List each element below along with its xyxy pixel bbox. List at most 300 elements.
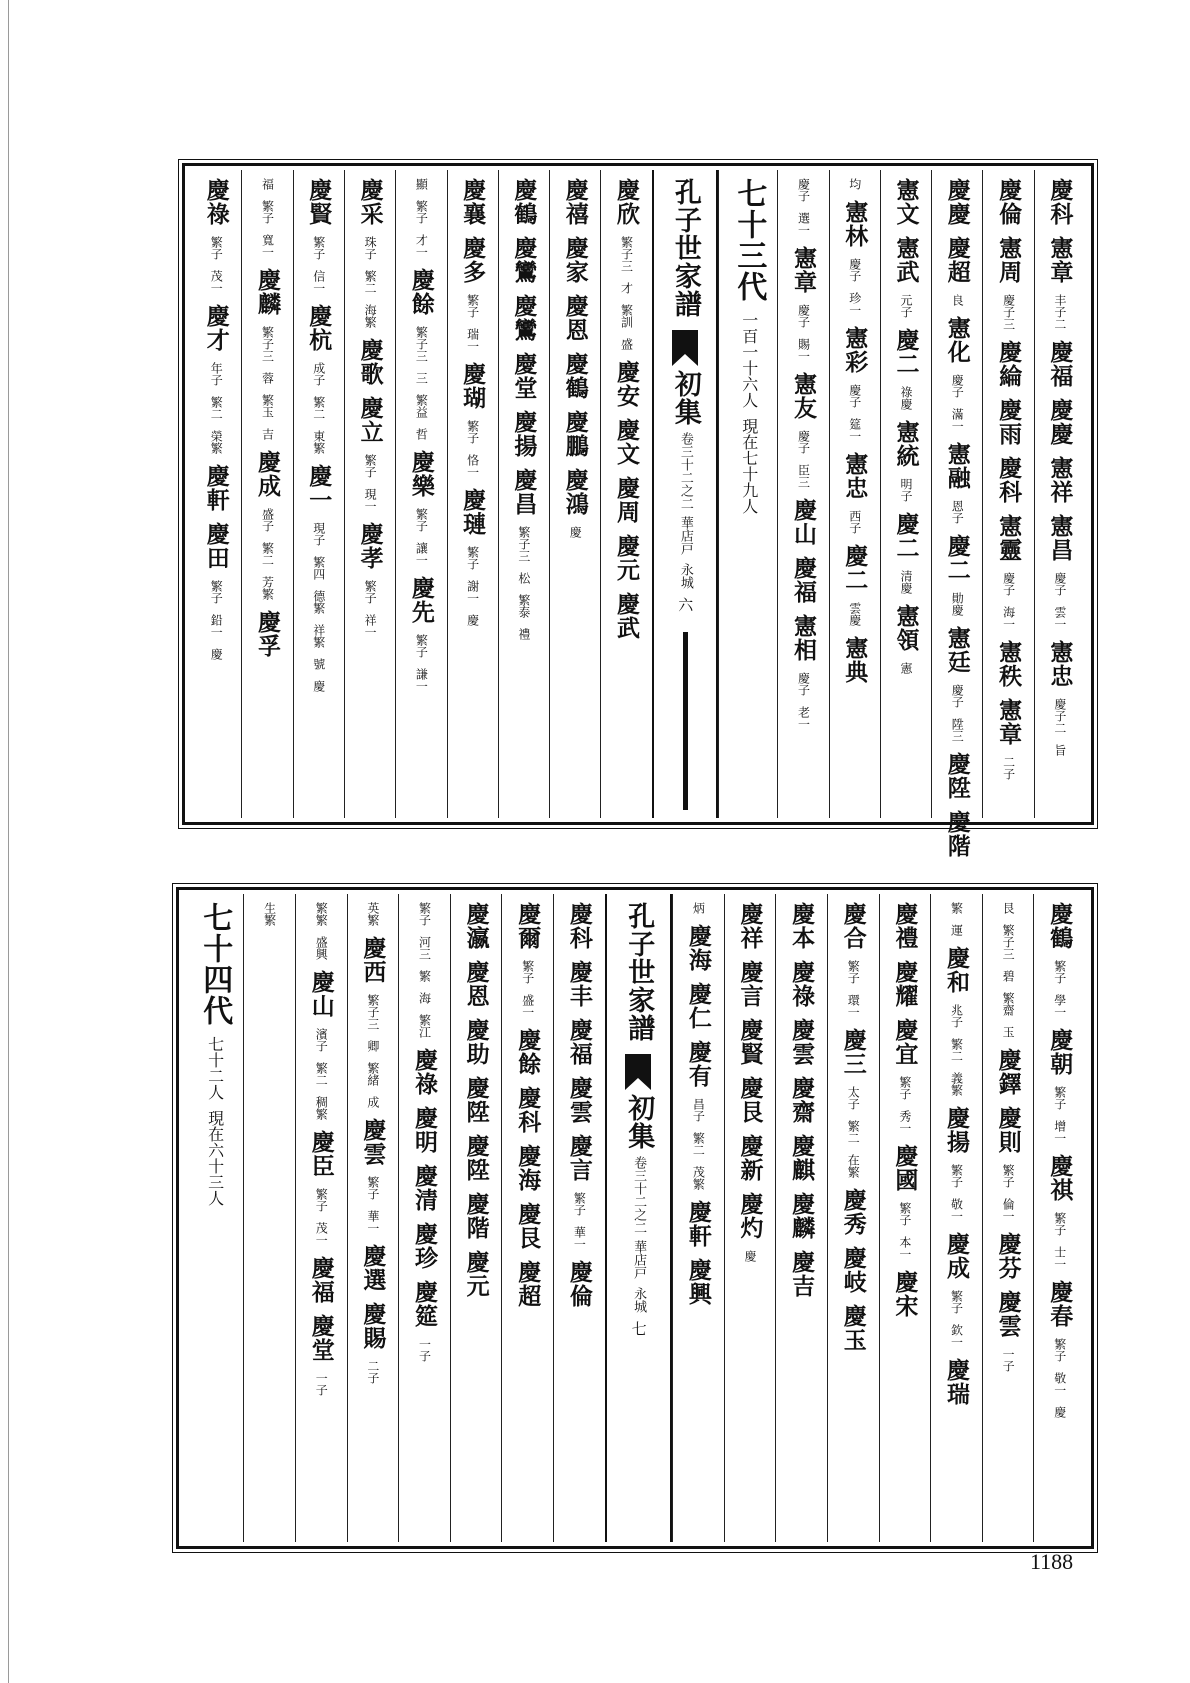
lineage-note: 繁二 (311, 396, 326, 420)
lineage-note: 繁子 (365, 1176, 380, 1200)
lineage-note: 義繁 (949, 1072, 964, 1096)
lineage-note: 繁子 (1001, 1164, 1016, 1188)
lineage-note: 慶 (465, 614, 480, 626)
genealogy-panel-bottom (176, 887, 1094, 1549)
name-column (930, 894, 982, 1542)
person-name: 慶元 (462, 1250, 490, 1298)
lineage-note: 慶 (311, 680, 326, 692)
book-header-column (605, 894, 672, 1542)
lineage-note: 秀一 (897, 1110, 912, 1134)
person-name: 慶鸞 (510, 236, 538, 284)
lineage-note: 繁子 (209, 236, 224, 260)
lineage-note: 珠子 (363, 236, 378, 260)
name-column (450, 894, 502, 1542)
person-name: 慶臣 (307, 1130, 335, 1178)
lineage-note: 繁子三 (365, 994, 380, 1030)
person-name: 憲武 (892, 236, 920, 284)
person-name: 憲融 (943, 442, 971, 490)
person-name: 慶田 (202, 522, 230, 570)
book-header-column (652, 170, 719, 818)
lineage-note: 繁子 (1052, 1212, 1067, 1236)
person-name: 慶鴻 (561, 468, 589, 516)
book-edition: 初集 (623, 1094, 655, 1150)
lineage-note: 敬一 (1052, 1372, 1067, 1396)
person-name: 慶軒 (202, 464, 230, 512)
name-column (775, 894, 827, 1542)
person-name: 慶本 (788, 902, 816, 950)
person-name: 慶瀛 (462, 902, 490, 950)
person-name: 慶襄 (459, 178, 487, 226)
person-name: 慶樂 (407, 450, 435, 498)
lineage-note: 繁子 (414, 634, 429, 658)
person-name: 慶麟 (788, 1192, 816, 1240)
lineage-note: 濱子 (314, 1028, 329, 1052)
lineage-note: 增一 (1052, 1120, 1067, 1144)
person-name: 慶科 (1046, 178, 1074, 226)
person-name: 慶雲 (565, 1076, 593, 1124)
person-name: 慶周 (612, 476, 640, 524)
lineage-note: 盛興 (314, 936, 329, 960)
lineage-note: 松 (516, 572, 531, 584)
lineage-note: 一子 (314, 1372, 329, 1396)
person-name: 慶祥 (736, 902, 764, 950)
person-name: 慶祿 (788, 960, 816, 1008)
name-column (1034, 170, 1085, 818)
lineage-note: 老一 (796, 706, 811, 730)
lineage-note: 敬一 (949, 1198, 964, 1222)
person-name: 慶雨 (995, 398, 1023, 446)
lineage-note: 稠繁 (314, 1096, 329, 1120)
person-name: 慶吉 (788, 1250, 816, 1298)
name-column (191, 170, 241, 818)
lineage-note: 繁子 (465, 294, 480, 318)
publisher-label: 華店戸 (677, 516, 693, 555)
lineage-note: 恩子 (950, 500, 965, 524)
lineage-note: 海 (417, 992, 432, 1004)
lineage-note: 繁子 (417, 902, 432, 926)
page-number: 1188 (1030, 1549, 1074, 1574)
person-name: 慶合 (839, 902, 867, 950)
lineage-note: 賜一 (796, 338, 811, 362)
lineage-note: 謝一 (465, 580, 480, 604)
name-column (398, 894, 450, 1542)
lineage-note: 慶子 (1001, 572, 1016, 596)
lineage-note: 號 (311, 658, 326, 670)
person-name: 慶興 (684, 1258, 712, 1306)
lineage-note: 成子 (311, 362, 326, 386)
lineage-note: 繁子三 (516, 526, 531, 562)
person-name: 慶倫 (565, 1260, 593, 1308)
person-name: 憲章 (995, 698, 1023, 746)
lineage-note: 運 (949, 924, 964, 936)
name-column (553, 894, 605, 1542)
lineage-note: 勛慶 (950, 592, 965, 616)
lineage-note: 三 (414, 372, 429, 384)
person-name: 憲友 (789, 372, 817, 420)
person-name: 慶科 (514, 1086, 542, 1134)
lineage-note: 繁玉 (260, 394, 275, 418)
lineage-note: 海繁 (363, 304, 378, 328)
lineage-note: 盛一 (520, 994, 535, 1018)
person-name: 慶恩 (462, 960, 490, 1008)
lineage-note: 慶 (742, 1250, 757, 1262)
lineage-note: 二子 (1001, 756, 1016, 780)
lineage-note: 艮 (1001, 902, 1016, 914)
name-column (243, 894, 295, 1542)
person-name: 慶立 (356, 396, 384, 444)
header-vertical-rule (683, 632, 688, 810)
name-column (344, 170, 395, 818)
generation-count: 一百一十六人 (739, 312, 759, 408)
lineage-note: 珍一 (847, 292, 862, 316)
person-name: 憲化 (943, 316, 971, 364)
lineage-note: 繁子 (465, 546, 480, 570)
book-title: 孔子世家譜 (623, 902, 655, 1042)
lineage-note: 繁 (417, 970, 432, 982)
person-name: 慶和 (942, 946, 970, 994)
person-name: 慶福 (1046, 340, 1074, 388)
person-name: 慶鶴 (1046, 902, 1074, 950)
person-name: 慶仁 (684, 982, 712, 1030)
book-edition: 初集 (669, 370, 701, 426)
lineage-note: 繁子 (520, 960, 535, 984)
lineage-note: 繁子 (314, 1188, 329, 1212)
lineage-note: 福 (260, 178, 275, 190)
person-name: 慶堂 (307, 1314, 335, 1362)
name-column (501, 894, 553, 1542)
lineage-note: 華一 (365, 1210, 380, 1234)
lineage-note: 繁子 (1052, 960, 1067, 984)
person-name: 憲秩 (995, 640, 1023, 688)
person-name: 慶科 (995, 456, 1023, 504)
lineage-note: 憲 (899, 662, 914, 674)
person-name: 慶二 (892, 512, 920, 560)
person-name: 慶鶴 (510, 178, 538, 226)
person-name: 慶筵 (411, 1280, 439, 1328)
person-name: 慶海 (514, 1144, 542, 1192)
person-name: 慶階 (943, 810, 971, 858)
person-name: 慶倫 (995, 178, 1023, 226)
person-name: 慶朝 (1046, 1028, 1074, 1076)
name-column (395, 170, 446, 818)
generation-present: 現在六十三人 (205, 1110, 225, 1206)
lineage-note: 寬一 (260, 234, 275, 258)
lineage-note: 慶子三 (1001, 294, 1016, 330)
lineage-note: 慶子 (950, 374, 965, 398)
person-name: 慶賜 (359, 1302, 387, 1350)
person-name: 慶西 (359, 936, 387, 984)
lineage-note: 生繁 (262, 902, 277, 926)
person-name: 慶三 (839, 1028, 867, 1076)
person-name: 慶艮 (736, 1076, 764, 1124)
person-name: 慶福 (789, 556, 817, 604)
person-name: 慶堂 (510, 352, 538, 400)
lineage-note: 海一 (1001, 606, 1016, 630)
person-name: 慶宜 (891, 1018, 919, 1066)
person-name: 慶陞 (462, 1076, 490, 1124)
generation-heading-column (718, 170, 777, 818)
person-name: 慶丰 (565, 960, 593, 1008)
person-name: 慶春 (1046, 1280, 1074, 1328)
lineage-note: 繁子 (414, 508, 429, 532)
person-name: 慶采 (356, 178, 384, 226)
lineage-note: 繁益 (414, 394, 429, 418)
lineage-note: 繁二 (260, 542, 275, 566)
lineage-note: 繁子 (1052, 1086, 1067, 1110)
lineage-note: 雲一 (1052, 606, 1067, 630)
person-name: 慶文 (612, 418, 640, 466)
person-name: 慶玉 (839, 1304, 867, 1352)
lineage-note: 繁子 (572, 1192, 587, 1216)
person-name: 慶珍 (411, 1222, 439, 1270)
lineage-note: 禮 (516, 628, 531, 640)
leaf-number: 六 (676, 597, 695, 612)
lineage-note: 繁子三 (1001, 924, 1016, 960)
genealogy-panel-top (182, 163, 1094, 858)
person-name: 慶欣 (612, 178, 640, 226)
lineage-note: 昌子 (691, 1098, 706, 1122)
person-name: 慶選 (359, 1244, 387, 1292)
person-name: 慶安 (612, 360, 640, 408)
lineage-note: 才 (619, 282, 634, 294)
leaf-number: 七 (629, 1321, 648, 1336)
lineage-note: 繁子三 (619, 236, 634, 272)
lineage-note: 芳繁 (260, 576, 275, 600)
name-column (879, 894, 931, 1542)
lineage-note: 繁二 (949, 1038, 964, 1062)
lineage-note: 明子 (899, 478, 914, 502)
lineage-note: 慶 (568, 526, 583, 538)
lineage-note: 卿 (365, 1040, 380, 1052)
lineage-note: 西子 (847, 510, 862, 534)
person-name: 慶秀 (839, 1188, 867, 1236)
person-name: 慶艮 (514, 1202, 542, 1250)
person-name: 慶祿 (202, 178, 230, 226)
volume-label: 卷三十二之二 (677, 432, 693, 510)
person-name: 慶餘 (407, 268, 435, 316)
lineage-note: 現一 (363, 488, 378, 512)
lineage-note: 環一 (846, 994, 861, 1018)
person-name: 慶福 (307, 1256, 335, 1304)
person-name: 憲廷 (943, 626, 971, 674)
person-name: 慶鶴 (561, 352, 589, 400)
location-label: 永城 (631, 1287, 647, 1313)
lineage-note: 現子 (311, 522, 326, 546)
lineage-note: 繁子三 (414, 326, 429, 362)
person-name: 慶則 (994, 1106, 1022, 1154)
lineage-note: 元子 (899, 294, 914, 318)
lineage-note: 吉 (260, 428, 275, 440)
lineage-note: 東繁 (311, 430, 326, 454)
name-column (829, 170, 880, 818)
person-name: 慶階 (462, 1192, 490, 1240)
person-name: 慶爾 (514, 902, 542, 950)
lineage-note: 茂一 (209, 270, 224, 294)
lineage-note: 繁齋 (1001, 992, 1016, 1016)
lineage-note: 欽一 (949, 1324, 964, 1348)
person-name: 慶一 (305, 464, 333, 512)
lineage-note: 在繁 (846, 1154, 861, 1178)
lineage-note: 繁子 (363, 454, 378, 478)
lineage-note: 一子 (1001, 1348, 1016, 1372)
lineage-note: 華一 (572, 1226, 587, 1250)
person-name: 慶灼 (736, 1192, 764, 1240)
lineage-note: 繁子 (311, 236, 326, 260)
lineage-note: 慶子 (847, 258, 862, 282)
name-column (880, 170, 931, 818)
person-name: 慶揚 (942, 1106, 970, 1154)
person-name: 憲忠 (841, 452, 869, 500)
lineage-note: 顯 (414, 178, 429, 190)
lineage-note: 繁四 (311, 556, 326, 580)
person-name: 慶祿 (411, 1048, 439, 1096)
fish-tail-block-icon (625, 1054, 651, 1090)
lineage-note: 均 (847, 178, 862, 190)
name-column (447, 170, 498, 818)
person-name: 慶武 (612, 592, 640, 640)
person-name: 憲昌 (1046, 514, 1074, 562)
lineage-note: 繁二 (209, 396, 224, 420)
lineage-note: 丰子二 (1052, 294, 1067, 330)
lineage-note: 慶子 (796, 304, 811, 328)
lineage-note: 榮繁 (209, 430, 224, 454)
person-name: 慶科 (565, 902, 593, 950)
lineage-note: 炳 (691, 902, 706, 914)
person-name: 憲文 (892, 178, 920, 226)
person-name: 慶陞 (943, 752, 971, 800)
name-column (777, 170, 828, 818)
lineage-note: 士一 (1052, 1246, 1067, 1270)
name-column (982, 894, 1034, 1542)
lineage-note: 盛子 (260, 508, 275, 532)
person-name: 憲章 (789, 246, 817, 294)
person-name: 慶新 (736, 1134, 764, 1182)
person-name: 慶岐 (839, 1246, 867, 1294)
name-column (931, 170, 982, 858)
lineage-note: 繁緒 (365, 1062, 380, 1086)
person-name: 慶二 (841, 544, 869, 592)
person-name: 慶言 (736, 960, 764, 1008)
person-name: 慶才 (202, 304, 230, 352)
lineage-note: 繁子 (465, 420, 480, 444)
person-name: 憲領 (892, 604, 920, 652)
person-name: 憲祥 (1046, 456, 1074, 504)
lineage-note: 祥繁 (311, 624, 326, 648)
person-name: 慶歌 (356, 338, 384, 386)
person-name: 慶二 (943, 534, 971, 582)
lineage-note: 成 (365, 1096, 380, 1108)
person-name: 慶孝 (356, 522, 384, 570)
person-name: 慶多 (459, 236, 487, 284)
person-name: 慶成 (254, 450, 282, 498)
lineage-note: 慶子二 (1052, 698, 1067, 734)
lineage-note: 盛 (619, 338, 634, 350)
person-name: 慶餘 (514, 1028, 542, 1076)
person-name: 慶海 (684, 924, 712, 972)
name-column (600, 170, 651, 818)
lineage-note: 河三 (417, 936, 432, 960)
person-name: 慶國 (891, 1144, 919, 1192)
person-name: 憲忠 (1046, 640, 1074, 688)
person-name: 憲相 (789, 614, 817, 662)
fish-tail-block-icon (672, 330, 698, 366)
lineage-note: 蓉 (260, 372, 275, 384)
person-name: 慶璉 (459, 488, 487, 536)
generation-title: 七十三代 (731, 178, 767, 302)
lineage-note: 繁子 (1052, 1338, 1067, 1362)
person-name: 慶成 (942, 1232, 970, 1280)
lineage-note: 慶子 (796, 672, 811, 696)
person-name: 慶二 (892, 328, 920, 376)
person-name: 慶賢 (305, 178, 333, 226)
person-name: 慶禮 (891, 902, 919, 950)
lineage-note: 繁二 (691, 1132, 706, 1156)
lineage-note: 繁子 (846, 960, 861, 984)
book-title: 孔子世家譜 (669, 178, 701, 318)
person-name: 憲典 (841, 636, 869, 684)
lineage-note: 繁子 (897, 1202, 912, 1226)
person-name: 憲統 (892, 420, 920, 468)
person-name: 慶助 (462, 1018, 490, 1066)
person-name: 慶鵬 (561, 410, 589, 458)
lineage-note: 慶 (209, 648, 224, 660)
lineage-note: 良 (950, 294, 965, 306)
lineage-note: 茂一 (314, 1222, 329, 1246)
person-name: 慶山 (789, 498, 817, 546)
lineage-note: 繁江 (417, 1014, 432, 1038)
person-name: 憲周 (995, 236, 1023, 284)
person-name: 慶恩 (561, 294, 589, 342)
person-name: 慶瑚 (459, 362, 487, 410)
name-column (549, 170, 600, 818)
page-left-edge-line (8, 0, 9, 1683)
name-column (293, 170, 344, 818)
volume-label: 卷三十二之二 (631, 1156, 647, 1234)
person-name: 憲林 (841, 200, 869, 248)
lineage-note: 玉 (1001, 1026, 1016, 1038)
person-name: 憲章 (1046, 236, 1074, 284)
lineage-note: 繁二 (846, 1120, 861, 1144)
person-name: 慶有 (684, 1040, 712, 1088)
name-column (982, 170, 1033, 818)
person-name: 慶元 (612, 534, 640, 582)
lineage-note: 兆子 (949, 1004, 964, 1028)
lineage-note: 讓一 (414, 542, 429, 566)
lineage-note: 瑞一 (465, 328, 480, 352)
lineage-note: 滿一 (950, 408, 965, 432)
person-name: 慶超 (943, 236, 971, 284)
person-name: 慶明 (411, 1106, 439, 1154)
lineage-note: 繁子 (414, 200, 429, 224)
lineage-note: 繁泰 (516, 594, 531, 618)
person-name: 慶超 (514, 1260, 542, 1308)
lineage-note: 清慶 (899, 570, 914, 594)
person-name: 慶禧 (561, 178, 589, 226)
lineage-note: 雲慶 (847, 602, 862, 626)
person-name: 慶清 (411, 1164, 439, 1212)
person-name: 慶杭 (305, 304, 333, 352)
lineage-note: 繁二 (314, 1062, 329, 1086)
lineage-note: 恪一 (465, 454, 480, 478)
person-name: 憲彩 (841, 326, 869, 374)
lineage-note: 繁子 (949, 1164, 964, 1188)
lineage-note: 二子 (365, 1360, 380, 1384)
lineage-note: 繁子三 (260, 326, 275, 362)
person-name: 慶齋 (788, 1076, 816, 1124)
lineage-note: 筵一 (847, 418, 862, 442)
person-name: 慶雲 (788, 1018, 816, 1066)
lineage-note: 繁 (949, 902, 964, 914)
